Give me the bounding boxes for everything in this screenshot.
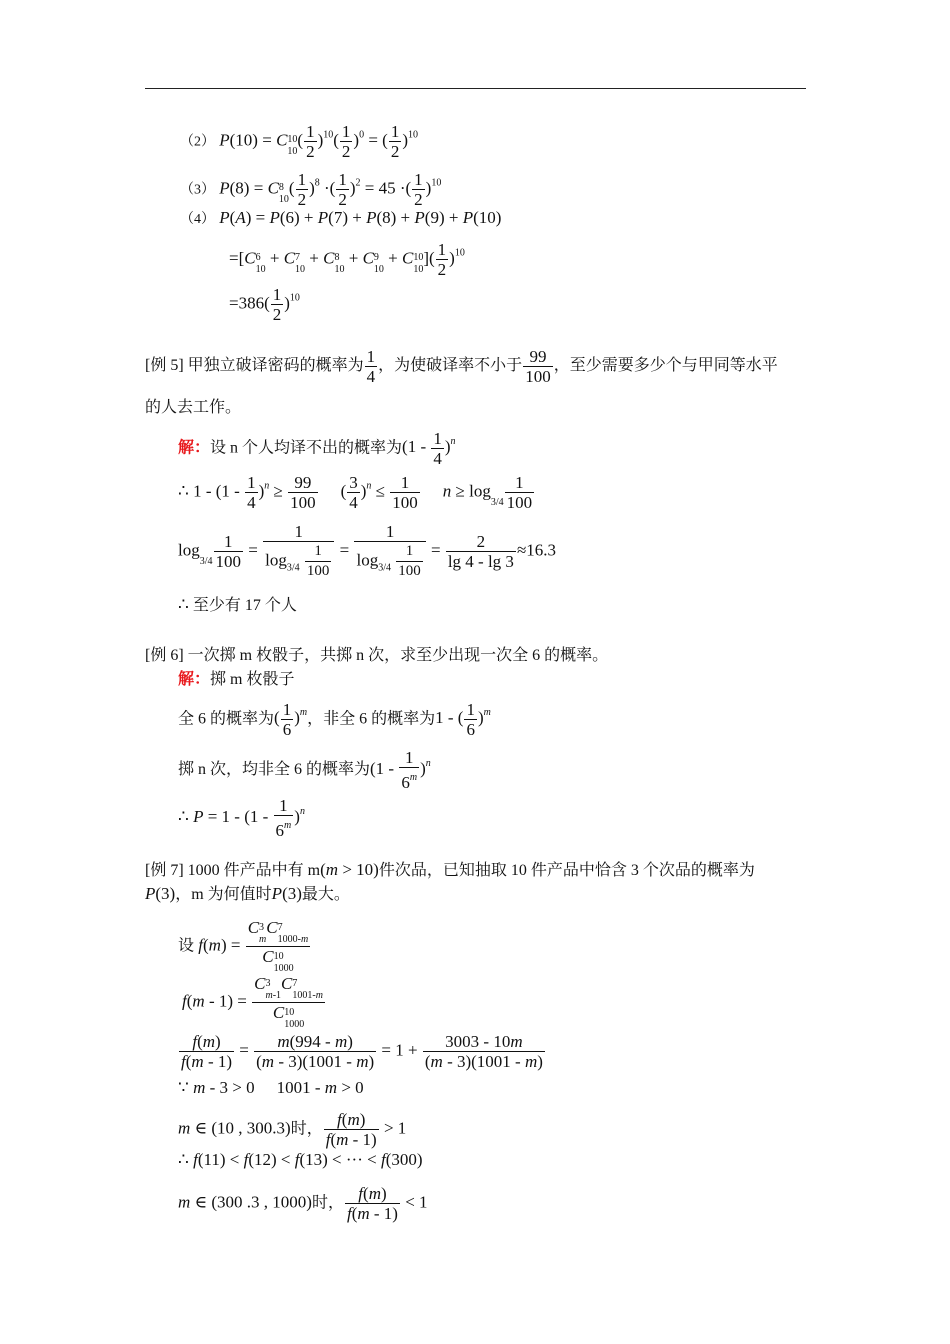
ex6-solution-text: 掷 m 枚骰子 xyxy=(210,671,295,688)
ex7-range-2: m ∈ (300 .3 , 1000)时， $\frac{f(m)}{f(m - 1)}$ < 1 xyxy=(178,1184,428,1223)
ex7-question: [例 7] 1000 件产品中有 m(m > 10)件次品，已知抽取 10 件产品中恰含 3 个次品的概率为 xyxy=(145,860,755,879)
therefore-symbol: ∴ xyxy=(178,1150,189,1169)
ex7-when-2: 时， xyxy=(311,1194,344,1212)
ex7-ratio: $\frac{f(m)}{f(m - 1)}$ = $\frac{m(994 - m)}{(m - 3)(1001 - m)}$ = 1 + $\frac{3003 - 10m}{(m - 3)(1001 - m)}$ xyxy=(181,1032,543,1071)
ex5-head: [例 5] 甲独立破译密码的概率为 xyxy=(145,357,364,375)
ex5-log-computation: log 3/4 $\frac{1}{100}$ = 1 $\log_{3/4}$ $\frac{1}{100}$ = 1 $\log_{3/4}$ $\frac{1}{100}$ = $\frac{2}{\lg 4 - \lg 3}$ ≈16.3 xyxy=(178,522,557,579)
ex5-conclusion xyxy=(178,595,297,616)
ex5-solution-label: 解： xyxy=(178,439,211,457)
ex6-result: ∴ P = 1 - (1 - $\frac{1}{6^m}$ )$^n$ xyxy=(178,796,305,840)
therefore-symbol: ∴ xyxy=(178,806,189,826)
ex7-head-b: 件次品，已知抽取 10 件产品中恰含 3 个次品的概率为 xyxy=(378,862,755,879)
ex7-line2-b: ，m 为何值时 xyxy=(175,886,272,903)
ex7-increasing: ∴ f(11) < f(12) < f(13) < ··· < f(300) xyxy=(178,1150,423,1169)
ex6-not-six-text: ，非全 6 的概率为 xyxy=(307,710,436,728)
ex6-all-six-text: 全 6 的概率为 xyxy=(178,710,275,728)
label-2: （2） xyxy=(180,134,215,150)
ex5-solution-text: 设 n 个人均译不出的概率为 xyxy=(210,439,403,457)
ex7-because: ∵ m - 3 > 0 1001 - m > 0 xyxy=(178,1078,364,1097)
ex7-let: 设 xyxy=(178,937,195,955)
ex7-question-line2: P(3)，m 为何值时P(3)最大。 xyxy=(145,884,350,903)
ex5-mid: ，为使破译率不小于 xyxy=(378,357,523,375)
eq-part-4-line3: =386( $\frac{1}{2}$ )$^{10}$ xyxy=(229,285,300,324)
ex7-when-1: 时， xyxy=(290,1120,323,1138)
ex5-question-line2: 的人去工作。 xyxy=(145,399,242,416)
approx-value: ≈16.3 xyxy=(516,540,557,560)
ex7-line2-c: 最大。 xyxy=(301,886,350,903)
ex5-inequality: ∴ 1 - (1 - $\frac{1}{4}$ )$^n$ ≥ $\frac{99}{100}$ ( $\frac{3}{4}$ )$^n$ ≤ $\frac{1}{100}$ n ≥ log 3/4 $\frac{1}{100}$ xyxy=(178,473,533,512)
therefore-symbol: ∴ xyxy=(178,481,189,501)
ex5-tail: ，至少需要多少个与甲同等水平 xyxy=(553,357,778,375)
ex5-conclusion-text: 至少有 17 个人 xyxy=(192,597,297,614)
label-4: （4） xyxy=(180,212,215,227)
label-3: （3） xyxy=(180,182,215,198)
eq-part-4-line2: =[C 6 10 + C 7 10 + C 8 10 + C 9 10 + C 10 10 ]( $\frac{1}{2}$ )$^{10}$ xyxy=(229,240,465,279)
ex7-head-a: [例 7] 1000 件产品中有 m xyxy=(145,862,321,879)
ex6-all-six: 全 6 的概率为( $\frac{1}{6}$ )$^m$，非全 6 的概率为1 - ( $\frac{1}{6}$ )$^m$ xyxy=(178,700,491,739)
eq-part-3: （3） P(8) = C 8 10 ( $\frac{1}{2}$ )$^8$ ·( $\frac{1}{2}$ )$^2$ = 45 ·( $\frac{1}{2}$ )$^{10}$ xyxy=(180,170,442,209)
because-symbol: ∵ xyxy=(178,1078,189,1097)
ex7-f-m-minus-1: f(m - 1) = C 3 m-1 C 7 1001-m C 10 1000 xyxy=(182,974,323,1030)
eq-part-4: （4） P(A) = P(6) + P(7) + P(8) + P(9) + P(10) xyxy=(180,208,502,227)
ex7-range-1: m ∈ (10 , 300.3)时， $\frac{f(m)}{f(m - 1)}$ > 1 xyxy=(178,1110,407,1149)
ex6-solution xyxy=(178,670,294,690)
eq-part-2: （2） P(10) = C 10 10 ( $\frac{1}{2}$ )$^{10}$( $\frac{1}{2}$ )$^0$ = ( $\frac{1}{2}$ )$^{10}$ xyxy=(180,122,419,161)
ex6-solution-label: 解： xyxy=(178,671,211,688)
ex6-n-throws-text: 掷 n 次，均非全 6 的概率为 xyxy=(178,760,371,778)
ex5-solution: 解：设 n 个人均译不出的概率为(1 - $\frac{1}{4}$ )$^n$ xyxy=(178,429,456,468)
header-rule xyxy=(145,88,806,89)
ex6-n-throws: 掷 n 次，均非全 6 的概率为(1 - $\frac{1}{6^m}$ )$^n$ xyxy=(178,748,431,792)
ex6-question: [例 6] 一次掷 m 枚骰子，共掷 n 次，求至少出现一次全 6 的概率。 xyxy=(145,647,609,664)
ex7-define-f: 设 f(m) = C 3 m C 7 1000-m C 10 1000 xyxy=(178,918,309,974)
therefore-symbol: ∴ xyxy=(178,595,189,614)
ex5-question: [例 5] 甲独立破译密码的概率为 $\frac{1}{4}$ ，为使破译率不小于 $\frac{99}{100}$ ，至少需要多少个与甲同等水平 xyxy=(145,347,778,386)
